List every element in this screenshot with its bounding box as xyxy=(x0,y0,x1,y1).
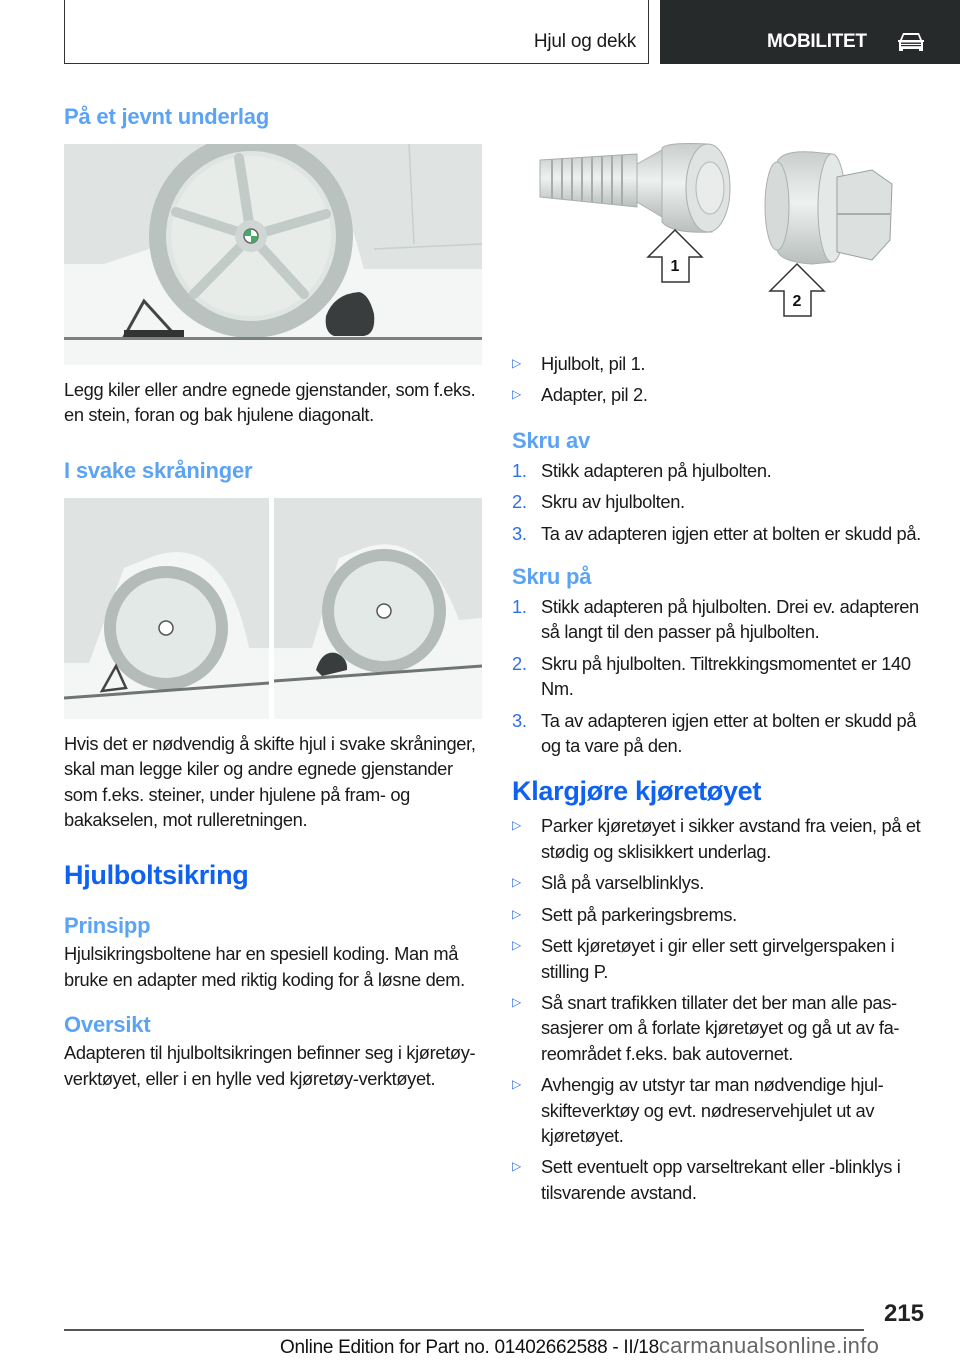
wheel-flat-illustration xyxy=(64,144,482,365)
list-item: ▷ Sett eventuelt opp varseltrekant eller -blinklys i tilsvarende avstand. xyxy=(512,1154,930,1205)
paragraph-overview: Adapteren til hjulboltsikringen befinner seg i kjøretøy-verktøyet, eller i en hylle ved kjøretøy-verktøyet. xyxy=(64,1042,476,1089)
triangle-bullet-icon: ▷ xyxy=(512,1077,521,1092)
triangle-bullet-icon: ▷ xyxy=(512,387,521,402)
triangle-bullet-icon: ▷ xyxy=(512,818,521,833)
list-item: ▷ Sett på parkeringsbrems. xyxy=(512,902,930,927)
triangle-bullet-icon: ▷ xyxy=(512,938,521,953)
list-item: ▷ Så snart trafikken tillater det ber man alle passasjerer om å forlate kjøretøyet og gå ut av fareområdet f.eks. bak autovernet. xyxy=(512,990,930,1066)
triangle-bullet-icon: ▷ xyxy=(512,356,521,370)
heading-principle: Prinsipp xyxy=(64,913,151,939)
svg-text:2: 2 xyxy=(792,293,802,310)
wheels-slope-illustration xyxy=(64,498,482,719)
page-number: 215 xyxy=(883,1300,924,1327)
prepare-list xyxy=(512,813,930,1205)
step-item: 3. Ta av adapteren igjen etter at bolten er skudd på. xyxy=(512,522,921,544)
list-item: ▷ Sett kjøretøyet i gir eller sett girvelgerspaken i stilling P. xyxy=(512,933,930,984)
watermark: carmanualsonline.info xyxy=(658,1333,880,1358)
heading-flat-ground: På et jevnt underlag xyxy=(64,104,270,129)
triangle-bullet-icon: ▷ xyxy=(512,906,521,921)
footer-edition: Online Edition for Part no. 01402662588 - II/18carmanualsonline.info xyxy=(280,1333,880,1358)
step-item: 1. Stikk adapteren på hjulbolten. xyxy=(512,459,772,481)
step-item: 2. Skru av hjulbolten. xyxy=(512,491,685,513)
figure-flat-ground xyxy=(64,144,482,365)
triangle-bullet-icon: ▷ xyxy=(512,875,521,890)
left-column xyxy=(64,100,482,1091)
figure-bolt-adapter xyxy=(512,122,930,337)
chapter-tab xyxy=(660,0,960,64)
chapter-title: MOBILITET xyxy=(767,31,867,52)
svg-text:1: 1 xyxy=(670,258,680,275)
overview-list xyxy=(512,351,930,408)
bolt-adapter-illustration xyxy=(512,122,930,337)
running-header-box xyxy=(64,0,649,64)
figure-slopes xyxy=(64,498,482,719)
list-item: ▷ Hjulbolt, pil 1. xyxy=(512,351,930,376)
list-item: ▷ Slå på varselblinklys. xyxy=(512,870,930,895)
heading-remove: Skru av xyxy=(512,427,591,453)
step-item: 2. Skru på hjulbolten. Tiltrekkingsmomentet er 140 Nm. xyxy=(512,652,911,700)
right-column xyxy=(512,100,930,1211)
heading-slopes: I svake skråninger xyxy=(64,457,253,483)
section-title: Hjul og dekk xyxy=(533,31,636,52)
step-item: 1. Stikk adapteren på hjulbolten. Drei ev. adapteren så langt til den passer på hjulbolten. xyxy=(512,596,919,643)
install-steps xyxy=(512,594,930,758)
list-item: ▷ Adapter, pil 2. xyxy=(512,382,930,407)
heading-prepare-vehicle: Klargjøre kjøretøyet xyxy=(512,776,762,807)
heading-overview: Oversikt xyxy=(64,1012,151,1038)
footer-divider xyxy=(64,1329,864,1331)
heading-wheel-lock: Hjulboltsikring xyxy=(64,860,249,891)
triangle-bullet-icon: ▷ xyxy=(512,994,521,1009)
heading-install: Skru på xyxy=(512,564,592,590)
remove-steps xyxy=(512,458,930,546)
paragraph-principle: Hjulsikringsboltene har en spesiell koding. Man må bruke en adapter med riktig koding for å løsne dem. xyxy=(64,943,465,990)
list-item: ▷ Parker kjøretøyet i sikker avstand fra veien, på et stødig og sklisikkert underlag. xyxy=(512,813,930,864)
step-item: 3. Ta av adapteren igjen etter at bolten er skudd på og ta vare på den. xyxy=(512,709,917,757)
car-icon xyxy=(897,30,925,54)
triangle-bullet-icon: ▷ xyxy=(512,1159,521,1174)
paragraph-slopes: Hvis det er nødvendig å skifte hjul i svake skråninger, skal man legge kiler og andre egnede gjenstander som f.eks. steiner, under hjulene på fram- og bakakselen, mot rulleretningen. xyxy=(64,732,476,831)
list-item: ▷ Avhengig av utstyr tar man nødvendige hjulskifteverktøy og evt. nødreservehjulet ut av kjøretøyet. xyxy=(512,1072,930,1148)
paragraph-flat-ground: Legg kiler eller andre egnede gjenstander, som f.eks. en stein, foran og bak hjulene diagonalt. xyxy=(64,379,476,426)
